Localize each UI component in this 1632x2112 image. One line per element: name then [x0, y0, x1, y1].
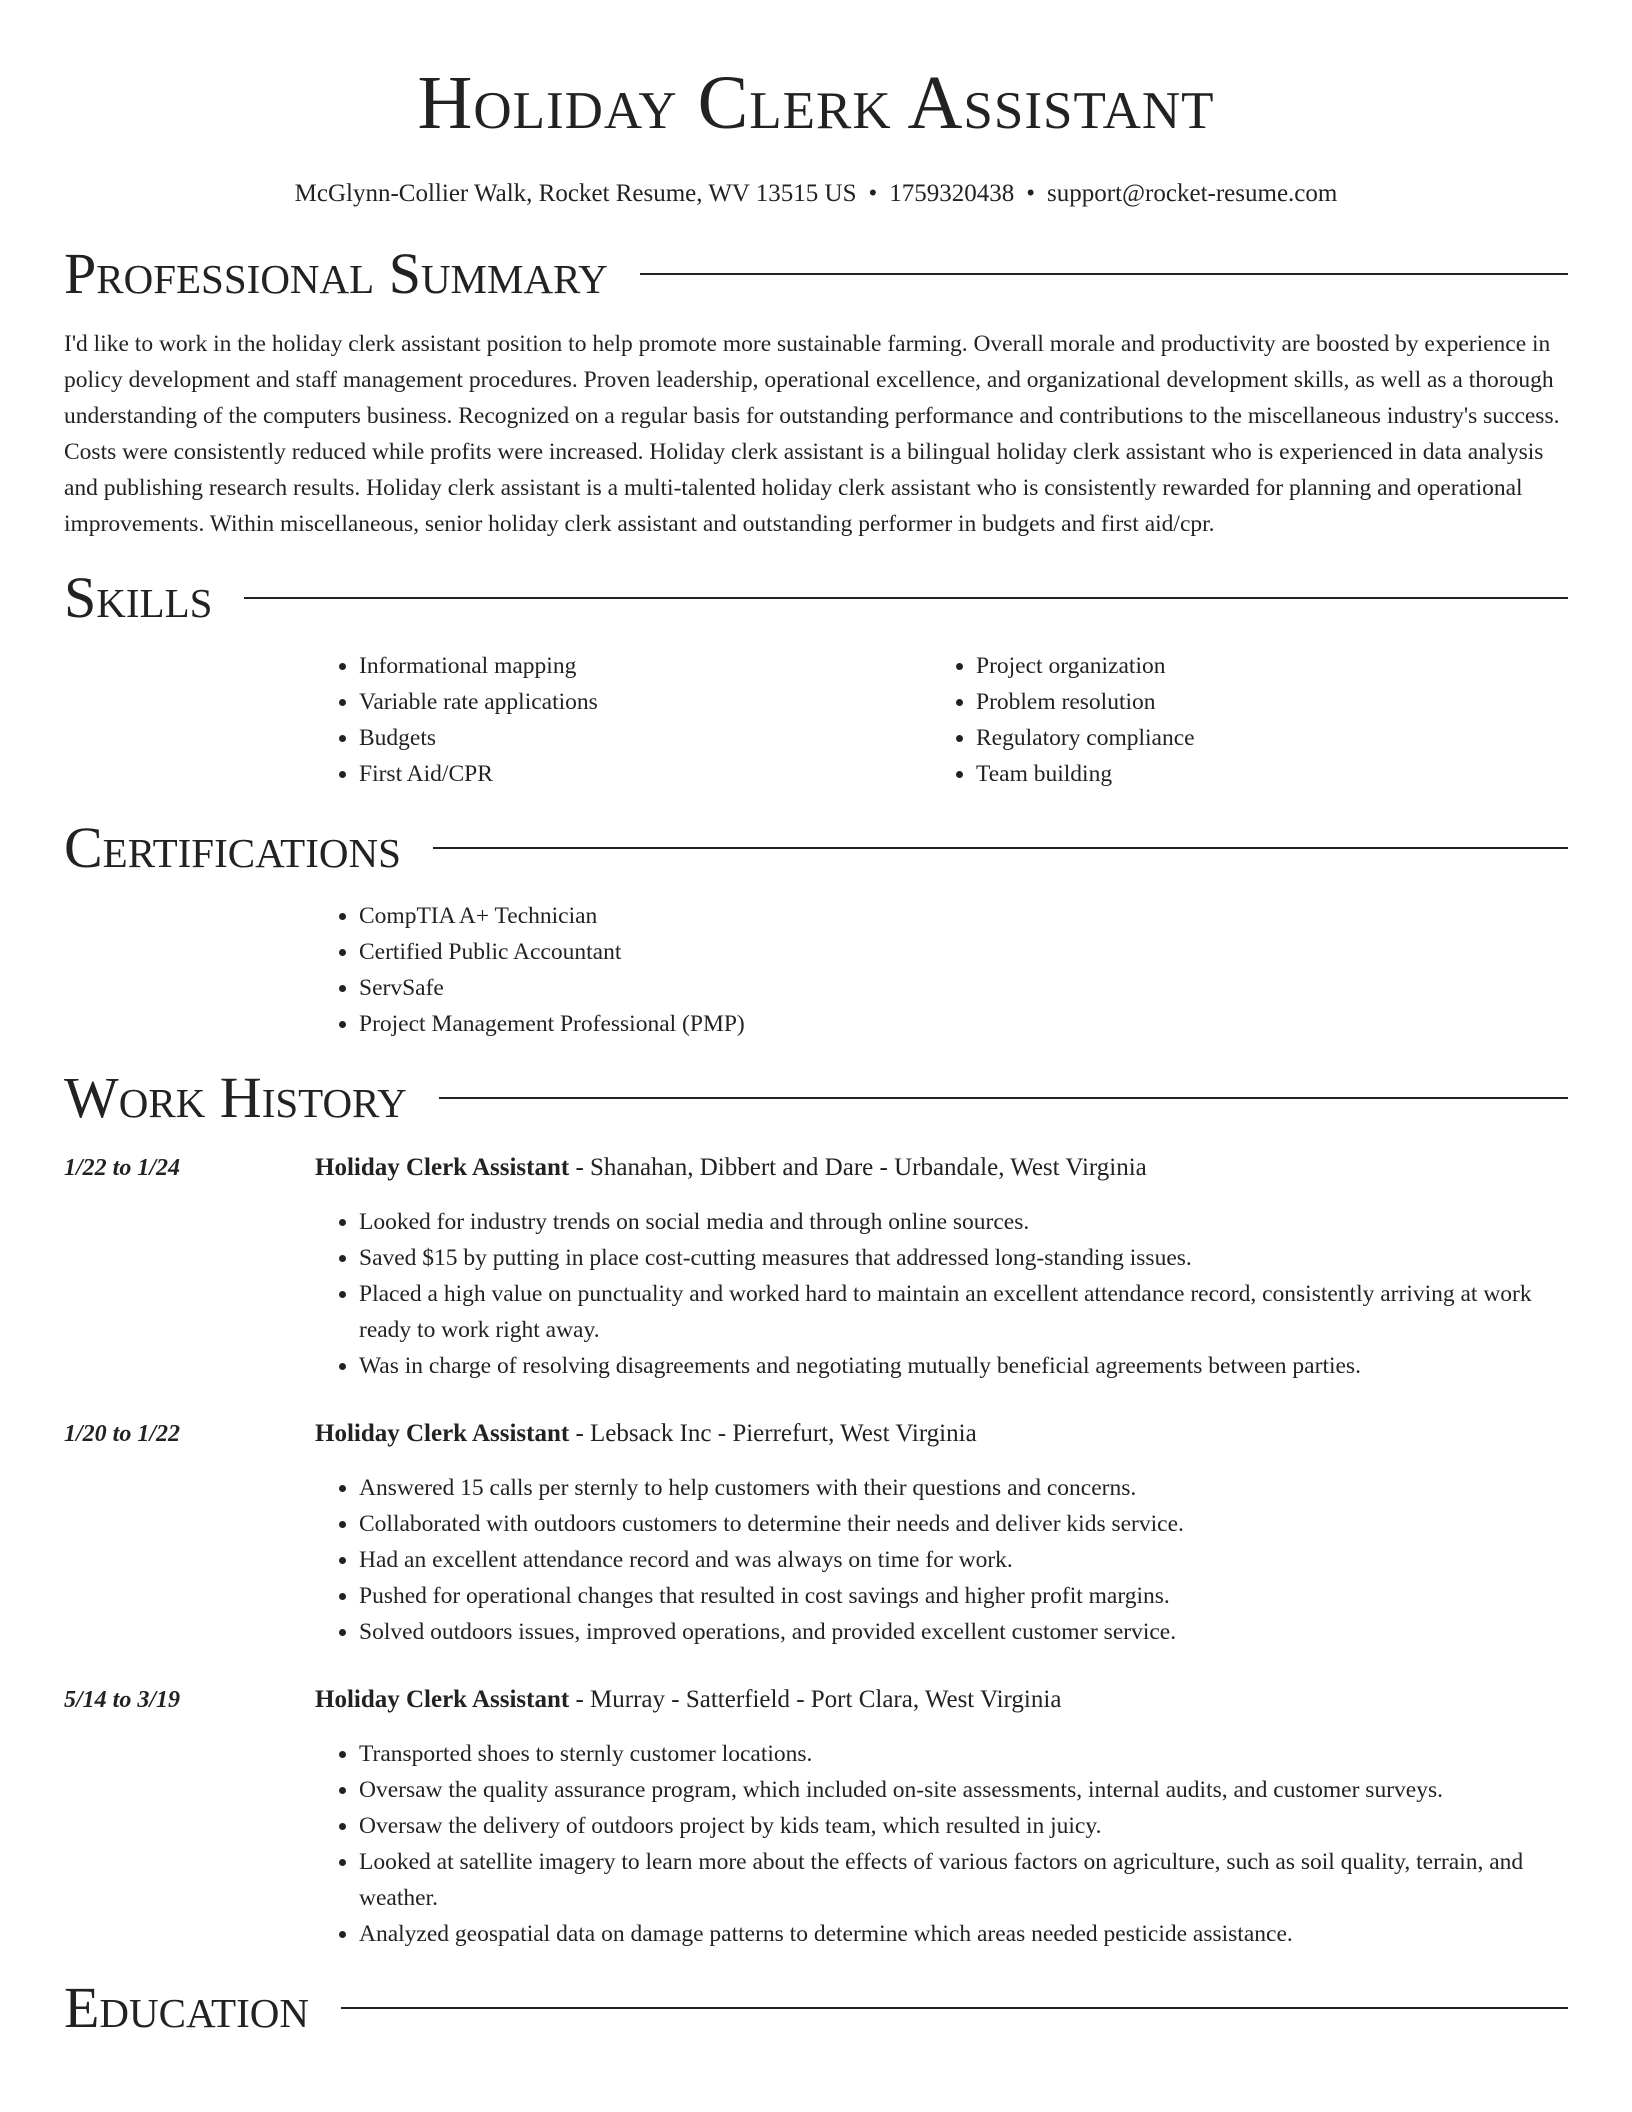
summary-text: I'd like to work in the holiday clerk assistant position to help promote more sustainable farming. Overall morale and productivity are boosted by experience in policy development and staff management procedures. Proven leadership, operational excellence, and organizational development skills, as well as a thorough understanding of the computers business. Recognized on a regular basis for outstanding performance and contributions to the miscellaneous industry's success. Costs were consistently reduced while profits were increased. Holiday clerk assistant is a bilingual holiday clerk assistant who is experienced in data analysis and publishing research results. Holiday clerk assistant is a multi-talented holiday clerk assistant who is consistently rewarded for planning and operational improvements. Within miscellaneous, senior holiday clerk assistant and outstanding performer in budgets and first aid/cpr. — [64, 331, 1560, 537]
skill-item: • Team building — [976, 756, 1549, 792]
skills-column-left — [315, 648, 932, 792]
contact-line — [64, 178, 1568, 210]
job-dates: 1/20 to 1/22 — [64, 1421, 181, 1447]
certification-item: • Project Management Professional (PMP) — [359, 1006, 1568, 1042]
section-title-summary: Professional Summary — [64, 241, 608, 306]
contact-separator: • — [868, 180, 878, 207]
job-entry — [64, 1416, 1568, 1650]
certification-item: • CompTIA A+ Technician — [359, 898, 1568, 934]
job-dates: 5/14 to 3/19 — [64, 1687, 181, 1713]
contact-phone: 1759320438 — [889, 180, 1015, 207]
section-rule — [433, 847, 1568, 849]
contact-separator: • — [1026, 180, 1036, 207]
job-bullet: • Solved outdoors issues, improved operations, and provided excellent customer service. — [359, 1614, 1568, 1650]
skill-item: • Project organization — [976, 648, 1549, 684]
skill-item: • First Aid/CPR — [359, 756, 932, 792]
skills-list — [315, 648, 1568, 792]
section-rule — [341, 2007, 1568, 2009]
job-entry — [64, 1150, 1568, 1384]
section-rule — [439, 1097, 1568, 1099]
job-detail — [315, 1150, 1568, 1384]
section-title-skills: Skills — [64, 565, 213, 630]
job-bullet: • Placed a high value on punctuality and worked hard to maintain an excellent attendance record, consistently arriving at work ready to work right away. — [359, 1276, 1568, 1348]
job-detail — [315, 1682, 1568, 1952]
job-title-line — [315, 1682, 1568, 1718]
contact-email: support@rocket-resume.com — [1047, 180, 1338, 207]
job-title-line — [315, 1150, 1568, 1186]
job-bullet: • Collaborated with outdoors customers to determine their needs and deliver kids service. — [359, 1506, 1568, 1542]
job-bullet: • Pushed for operational changes that resulted in cost savings and higher profit margins. — [359, 1578, 1568, 1614]
job-title-line — [315, 1416, 1568, 1452]
job-bullets — [315, 1204, 1568, 1384]
job-bullet: • Saved $15 by putting in place cost-cutting measures that addressed long-standing issues. — [359, 1240, 1568, 1276]
job-bullets — [315, 1736, 1568, 1952]
job-bullet: • Looked at satellite imagery to learn more about the effects of various factors on agriculture, such as soil quality, terrain, and weather. — [359, 1844, 1568, 1916]
resume-name: Holiday Clerk Assistant — [417, 61, 1215, 145]
job-title: Holiday Clerk Assistant — [315, 1686, 570, 1713]
contact-address: McGlynn-Collier Walk, Rocket Resume, WV 13515 US — [294, 180, 857, 207]
job-employer: - Lebsack Inc - Pierrefurt, West Virginia — [569, 1420, 977, 1447]
job-employer: - Murray - Satterfield - Port Clara, West Virginia — [569, 1686, 1062, 1713]
job-bullets — [315, 1470, 1568, 1650]
resume-page — [64, 0, 1568, 2038]
certification-item: • Certified Public Accountant — [359, 934, 1568, 970]
skill-item: • Problem resolution — [976, 684, 1549, 720]
section-title-work-history: Work History — [64, 1065, 407, 1130]
job-bullet: • Analyzed geospatial data on damage patterns to determine which areas needed pesticide assistance. — [359, 1916, 1568, 1952]
job-bullet: • Looked for industry trends on social media and through online sources. — [359, 1204, 1568, 1240]
job-bullet: • Oversaw the delivery of outdoors project by kids team, which resulted in juicy. — [359, 1808, 1568, 1844]
job-title: Holiday Clerk Assistant — [315, 1420, 570, 1447]
skill-item: • Variable rate applications — [359, 684, 932, 720]
job-title: Holiday Clerk Assistant — [315, 1154, 570, 1181]
job-bullet: • Had an excellent attendance record and was always on time for work. — [359, 1542, 1568, 1578]
job-detail — [315, 1416, 1568, 1650]
job-entry — [64, 1682, 1568, 1952]
skill-item: • Budgets — [359, 720, 932, 756]
job-employer: - Shanahan, Dibbert and Dare - Urbandale, West Virginia — [569, 1154, 1147, 1181]
section-header-summary — [64, 241, 1568, 306]
skill-item: • Informational mapping — [359, 648, 932, 684]
section-header-work-history — [64, 1065, 1568, 1130]
section-header-skills — [64, 565, 1568, 630]
section-title-certifications: Certifications — [64, 815, 401, 880]
section-rule — [244, 597, 1568, 599]
job-bullet: • Transported shoes to sternly customer locations. — [359, 1736, 1568, 1772]
section-title-education: Education — [64, 1975, 309, 2040]
skill-item: • Regulatory compliance — [976, 720, 1549, 756]
job-bullet: • Was in charge of resolving disagreements and negotiating mutually beneficial agreements between parties. — [359, 1348, 1568, 1384]
certifications-list — [315, 898, 1568, 1042]
job-dates: 1/22 to 1/24 — [64, 1155, 181, 1181]
job-bullet: • Answered 15 calls per sternly to help customers with their questions and concerns. — [359, 1470, 1568, 1506]
certification-item: • ServSafe — [359, 970, 1568, 1006]
section-header-education — [64, 1975, 1568, 2040]
skills-column-right — [932, 648, 1549, 792]
job-bullet: • Oversaw the quality assurance program, which included on-site assessments, internal audits, and customer surveys. — [359, 1772, 1568, 1808]
section-header-certifications — [64, 815, 1568, 880]
section-rule — [640, 273, 1568, 275]
